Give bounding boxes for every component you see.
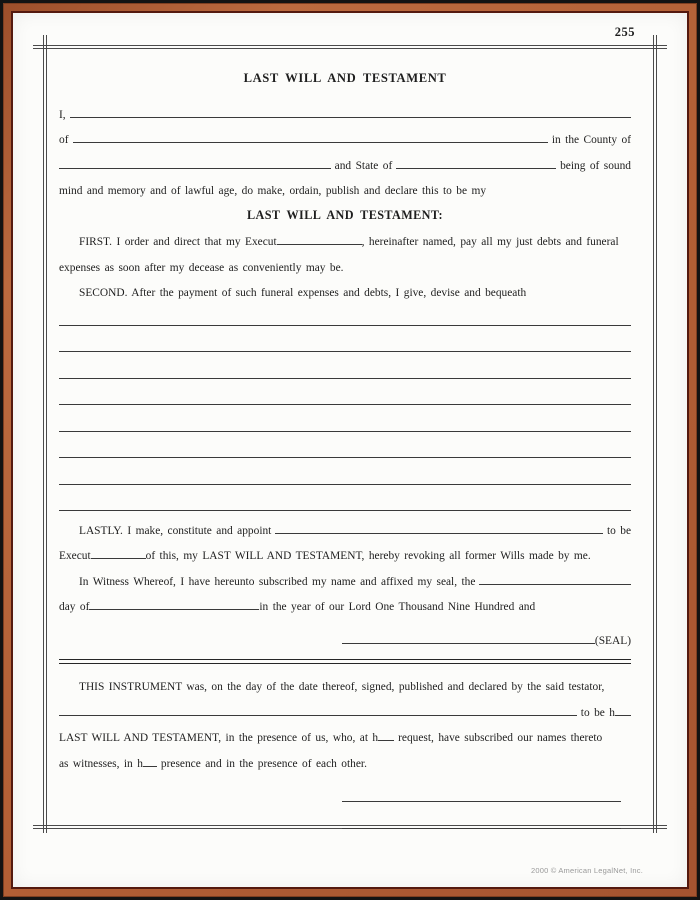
- witness-signature-lines: [59, 776, 631, 829]
- of-label: of: [59, 134, 69, 146]
- attestation-line1: THIS INSTRUMENT was, on the day of the date thereof, signed, published and declared by the said testator,: [79, 681, 605, 693]
- frame-line-right: [653, 35, 657, 833]
- lastly-prefix: LASTLY. I make, constitute and appoint: [79, 524, 272, 537]
- first-clause-suffix: , hereinafter named, pay all my just debts and funeral: [361, 236, 619, 248]
- footer-credit: 2000 © American LegalNet, Inc.: [530, 866, 643, 875]
- ruled-line: [59, 458, 631, 485]
- declaration-row: [59, 172, 631, 198]
- execut-suffix: of this, my LAST WILL AND TESTAMENT, hereby revoking all former Wills made by me.: [145, 550, 591, 562]
- state-name-blank: [396, 168, 556, 169]
- first-clause-row: [59, 223, 631, 249]
- document-page: [11, 11, 689, 889]
- declaration-text: mind and memory and of lawful age, do make, ordain, publish and declare this to be my: [59, 185, 487, 197]
- testator-name-row: [59, 95, 631, 121]
- county-state-row: [59, 146, 631, 172]
- testator-name-blank: [70, 117, 631, 118]
- ruled-line: [59, 405, 631, 432]
- second-clause-row: [59, 274, 631, 300]
- page-number: 255: [614, 25, 635, 39]
- attestation-line3-prefix: LAST WILL AND TESTAMENT, in the presence of us, who, at h: [59, 732, 379, 744]
- gender-letter-blank-3: [143, 766, 157, 767]
- instrument-declaration-blank: [59, 715, 577, 716]
- seal-label: (SEAL): [594, 634, 631, 647]
- bequest-lines: [59, 299, 631, 511]
- will-subtitle-row: [59, 197, 631, 223]
- day-of-label: day of: [59, 601, 90, 613]
- ruled-line: [59, 379, 631, 406]
- attestation-line3-suffix: request, have subscribed our names thereto: [398, 732, 603, 744]
- scan-orange-border: [3, 3, 697, 897]
- attestation-line4-prefix: as witnesses, in h: [59, 757, 143, 770]
- execut-prefix: Execut: [59, 550, 91, 562]
- ruled-line: [59, 485, 631, 512]
- executor-suffix-blank-2: [91, 558, 146, 559]
- state-label: and State of: [334, 159, 393, 172]
- first-clause-line2: expenses as soon after my decease as conveniently may be.: [59, 261, 344, 274]
- sound-suffix: being of sound: [560, 159, 631, 172]
- testator-signature-line: [342, 643, 595, 644]
- witness-whereof-text: In Witness Whereof, I have hereunto subscribed my name and affixed my seal, the: [79, 575, 476, 588]
- ruled-line: [59, 299, 631, 326]
- witness-signature-line: [342, 802, 621, 829]
- ruled-line: [59, 432, 631, 459]
- county-suffix: in the County of: [551, 134, 631, 146]
- year-text: in the year of our Lord One Thousand Nine Hundred and: [259, 601, 536, 613]
- ruled-line: [59, 326, 631, 353]
- attestation-row-2: [59, 693, 631, 719]
- first-clause-prefix: FIRST. I order and direct that my Execut: [79, 236, 277, 248]
- ruled-line: [59, 352, 631, 379]
- executor-row: [59, 537, 631, 563]
- will-title: LAST WILL AND TESTAMENT: [243, 71, 447, 85]
- witness-signature-line: [342, 776, 621, 803]
- gender-letter-blank-2: [378, 740, 394, 741]
- attestation-divider: [59, 659, 631, 664]
- first-clause-row-2: [59, 248, 631, 274]
- lastly-row: [59, 511, 631, 537]
- seal-day-blank: [479, 584, 631, 585]
- second-clause-text: SECOND. After the payment of such funeral expenses and debts, I give, devise and bequeath: [79, 287, 527, 299]
- appointee-name-blank: [275, 533, 603, 534]
- attestation-row-1: [59, 668, 631, 694]
- day-of-row: [59, 588, 631, 614]
- executor-suffix-blank: [277, 244, 362, 245]
- month-blank: [89, 609, 259, 610]
- i-label: I,: [59, 108, 66, 121]
- attestation-row-3: [59, 719, 631, 745]
- frame-line-left: [43, 35, 47, 833]
- witness-whereof-row: [59, 562, 631, 588]
- to-be-label: to be h: [580, 706, 615, 719]
- will-form: [59, 71, 631, 829]
- will-subtitle: LAST WILL AND TESTAMENT:: [247, 207, 443, 222]
- county-name-blank: [59, 168, 331, 169]
- attestation-row-4: [59, 744, 631, 770]
- residence-row: [59, 121, 631, 147]
- frame-line-top: [33, 45, 667, 49]
- seal-row: [59, 621, 631, 647]
- gender-letter-blank-1: [615, 715, 631, 716]
- residence-blank: [73, 142, 548, 143]
- lastly-suffix: to be: [606, 524, 631, 537]
- attestation-line4-suffix: presence and in the presence of each other.: [160, 757, 367, 770]
